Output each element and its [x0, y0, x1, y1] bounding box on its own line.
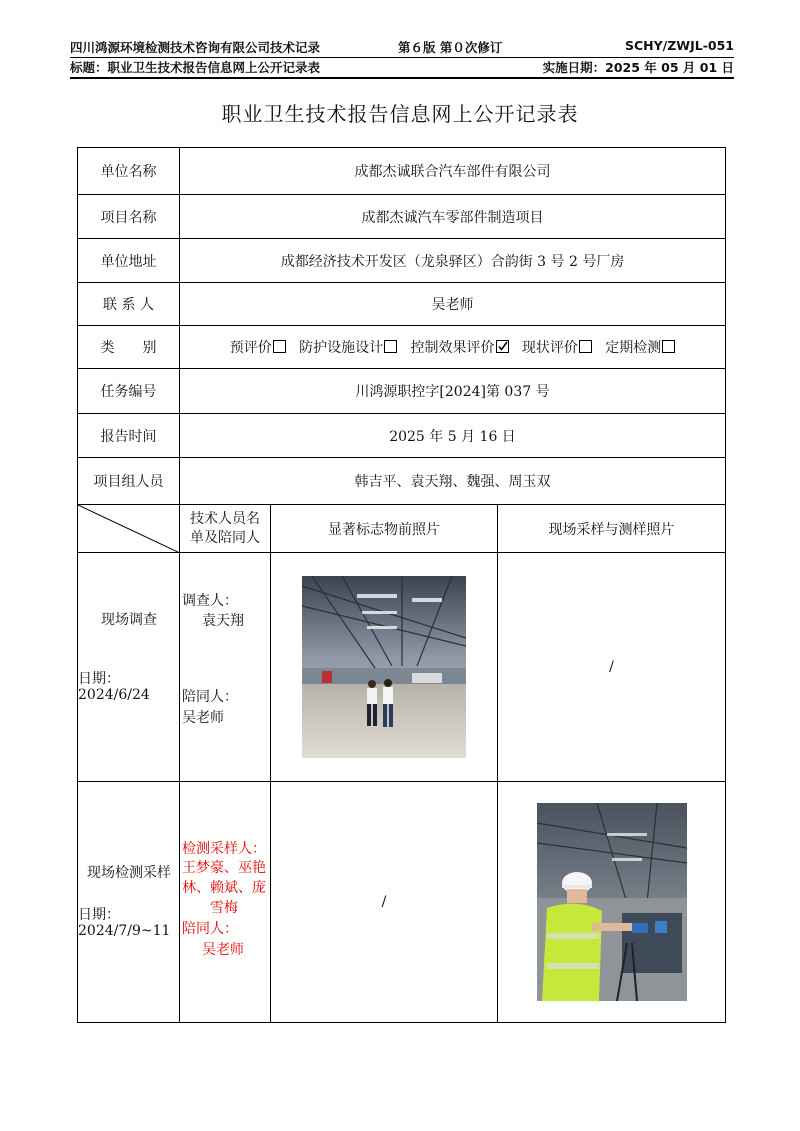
survey-date: 2024/6/24 — [78, 687, 150, 703]
page-title: 职业卫生技术报告信息网上公开记录表 — [221, 102, 579, 126]
project-name-value: 成都杰诚汽车零部件制造项目 — [180, 195, 726, 239]
option-protection-design[interactable]: 防护设施设计 — [299, 340, 397, 356]
diagonal-line — [78, 505, 180, 553]
unit-address-value: 成都经济技术开发区（龙泉驿区）合韵街 3 号 2 号厂房 — [180, 239, 726, 283]
investigator-label: 调查人： — [182, 593, 238, 609]
category-options — [180, 326, 726, 369]
unit-name-label: 单位名称 — [78, 148, 180, 195]
survey-landmark-photo-cell — [271, 553, 498, 782]
unit-address-label: 单位地址 — [78, 239, 180, 283]
category-label: 类 别 — [78, 326, 180, 369]
task-no-label: 任务编号 — [78, 369, 180, 414]
survey-date-label: 日期： — [78, 671, 120, 687]
report-time-label: 报告时间 — [78, 414, 180, 458]
detection-sampling-photo-cell — [498, 782, 726, 1023]
option-pre-evaluation[interactable]: 预评价 — [230, 340, 286, 356]
version-text: 第６版 第０次修订 — [398, 40, 503, 55]
option-periodic-detection[interactable]: 定期检测 — [605, 340, 675, 356]
checkbox-icon[interactable] — [662, 340, 675, 353]
sampler-names-line2: 林、赖斌、庞 — [182, 880, 266, 896]
report-time-value: 2025 年 5 月 16 日 — [180, 414, 726, 458]
survey-sampling-photo-cell: / — [498, 553, 726, 782]
detection-companion-name: 吴老师 — [202, 942, 244, 958]
row-contact — [78, 283, 726, 326]
row-unit-address — [78, 239, 726, 283]
detection-date: 2024/7/9~11 — [78, 923, 171, 939]
header-bottom-rule — [70, 77, 734, 79]
detection-date-label: 日期： — [78, 907, 120, 923]
doc-header-line1 — [70, 38, 734, 58]
contact-value: 吴老师 — [180, 283, 726, 326]
detection-stage-cell — [78, 782, 180, 1023]
option-status-evaluation[interactable]: 现状评价 — [522, 340, 592, 356]
checkbox-icon[interactable] — [579, 340, 592, 353]
checkbox-icon[interactable] — [273, 340, 286, 353]
detection-stage-label: 现场检测采样 — [87, 865, 171, 881]
detection-row — [78, 782, 726, 1023]
row-unit-name — [78, 148, 726, 195]
subject-line-text: 标题：职业卫生技术报告信息网上公开记录表 — [70, 60, 321, 75]
team-label: 项目组人员 — [78, 458, 180, 505]
team-value: 韩吉平、袁天翔、魏强、周玉双 — [180, 458, 726, 505]
sampler-label: 检测采样人： — [182, 841, 266, 857]
factory-landmark-photo — [302, 576, 466, 758]
sampler-names-line1: 王梦豪、巫艳 — [182, 860, 266, 876]
doc-header-line2 — [70, 58, 734, 78]
unit-name-value: 成都杰诚联合汽车部件有限公司 — [180, 148, 726, 195]
org-record-text: 四川鸿源环境检测技术咨询有限公司技术记录 — [70, 40, 321, 55]
checkbox-icon[interactable] — [384, 340, 397, 353]
row-report-time — [78, 414, 726, 458]
sampler-names-line3: 雪梅 — [210, 900, 238, 916]
sampling-photo-header: 现场采样与测样照片 — [498, 505, 726, 553]
record-table — [77, 147, 726, 1023]
task-no-value: 川鸿源职控字[2024]第 037 号 — [180, 369, 726, 414]
investigator-name: 袁天翔 — [202, 613, 244, 629]
row-project-name — [78, 195, 726, 239]
doc-code-text: SCHY/ZWJL-051 — [624, 38, 734, 53]
sampling-photo — [537, 803, 687, 1001]
contact-label: 联 系 人 — [78, 283, 180, 326]
landmark-photo-header: 显著标志物前照片 — [271, 505, 498, 553]
photo-header-row — [78, 505, 726, 553]
survey-stage-label: 现场调查 — [101, 612, 157, 628]
detection-staff-cell — [180, 782, 271, 1023]
detection-landmark-photo-cell: / — [271, 782, 498, 1023]
option-control-effect[interactable]: 控制效果评价 — [411, 340, 509, 356]
row-team — [78, 458, 726, 505]
project-name-label: 项目名称 — [78, 195, 180, 239]
row-task-no — [78, 369, 726, 414]
survey-row — [78, 553, 726, 782]
effective-date-text: 实施日期：2025 年 05 月 01 日 — [542, 60, 734, 75]
companion-label: 陪同人： — [182, 689, 238, 705]
diagonal-header-cell — [78, 505, 180, 553]
row-category — [78, 326, 726, 369]
detection-companion-label: 陪同人： — [182, 921, 238, 937]
companion-name: 吴老师 — [182, 710, 224, 726]
survey-staff-cell — [180, 553, 271, 782]
staff-header: 技术人员名单及陪同人 — [180, 505, 271, 553]
survey-stage-cell — [78, 553, 180, 782]
checked-box-icon[interactable] — [496, 340, 509, 353]
